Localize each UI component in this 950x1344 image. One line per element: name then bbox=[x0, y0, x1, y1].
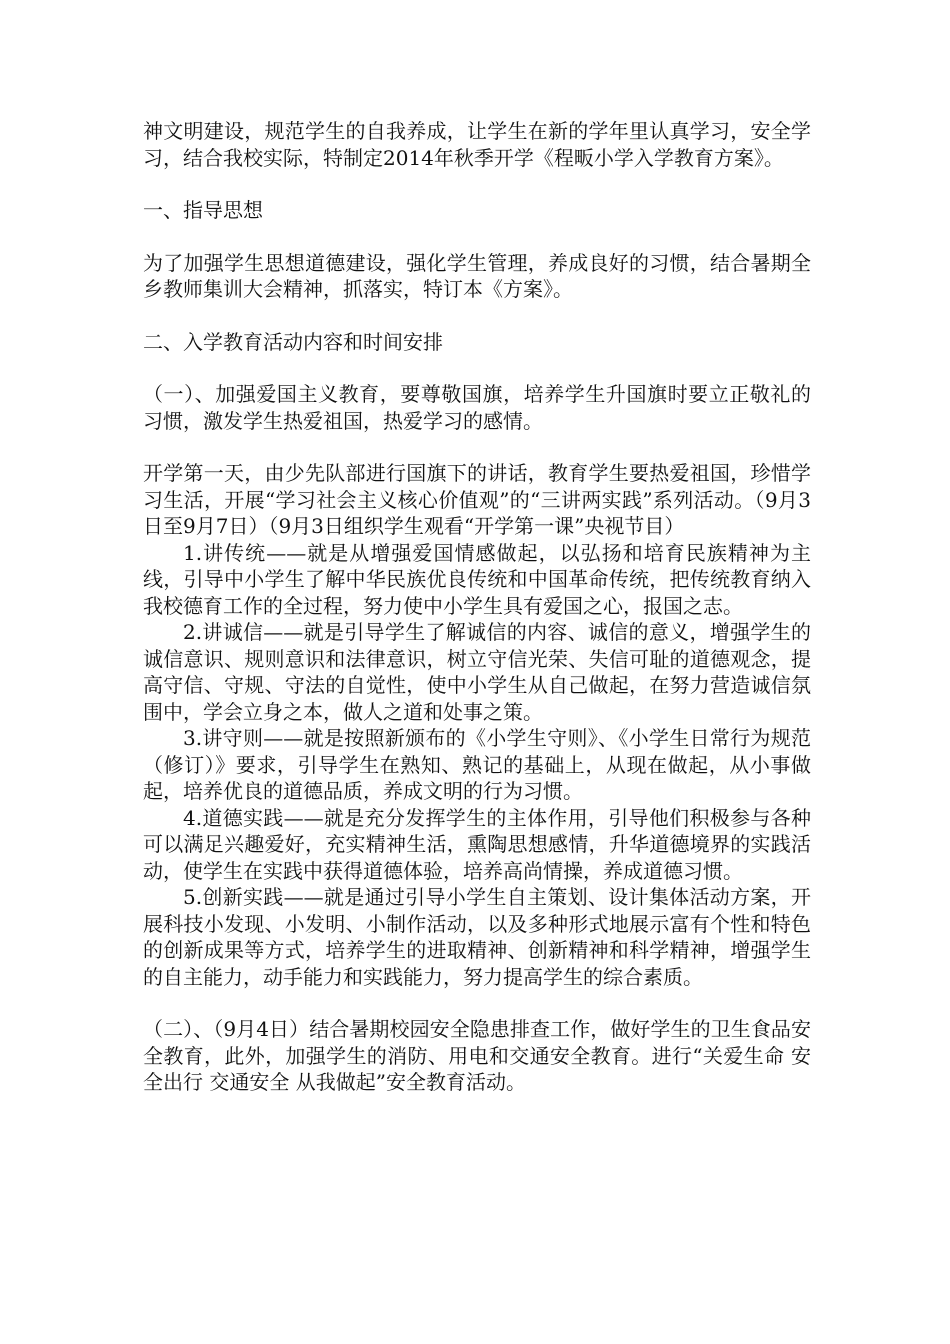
list-item-innovation-practice: 5.创新实践——就是通过引导小学生自主策划、设计集体活动方案，开展科技小发现、小发明、小制作活动，以及多种形式地展示富有个性和特色的创新成果等方式，培养学生的进取精神、创新精神和科学精神，增强学生的自主能力，动手能力和实践能力，努力提高学生的综合素质。 bbox=[143, 885, 811, 989]
list-item-moral-practice: 4.道德实践——就是充分发挥学生的主体作用，引导他们积极参与各种可以满足兴趣爱好，充实精神生活，熏陶思想感情，升华道德境界的实践活动，使学生在实践中获得道德体验，培养高尚情操，养成道德习惯。 bbox=[143, 805, 811, 883]
list-item-tradition: 1.讲传统——就是从增强爱国情感做起，以弘扬和培育民族精神为主线，引导中小学生了解中华民族优良传统和中国革命传统，把传统教育纳入我校德育工作的全过程，努力使中小学生具有爱国之心，报国之志。 bbox=[143, 540, 811, 618]
guiding-ideology-paragraph: 为了加强学生思想道德建设，强化学生管理，养成良好的习惯，结合暑期全乡教师集训大会精神，抓落实，特订本《方案》。 bbox=[143, 250, 811, 301]
part-one-intro-paragraph: 开学第一天，由少先队部进行国旗下的讲话，教育学生要热爱祖国，珍惜学习生活，开展“学习社会主义核心价值观”的“三讲两实践”系列活动。（9月3日至9月7日）（9月3日组织学生观看“开学第一课”央视节目） bbox=[143, 461, 811, 538]
list-item-integrity: 2.讲诚信——就是引导学生了解诚信的内容、诚信的意义，增强学生的诚信意识、规则意识和法律意识，树立守信光荣、失信可耻的道德观念，提高守信、守规、守法的自觉性，使中小学生从自己做起，在努力营造诚信氛围中，学会立身之本，做人之道和处事之策。 bbox=[143, 620, 811, 724]
section-heading-guiding-ideology: 一、指导思想 bbox=[143, 198, 263, 222]
list-item-rules: 3.讲守则——就是按照新颁布的《小学生守则》、《小学生日常行为规范（修订）》要求，引导学生在熟知、熟记的基础上，从现在做起，从小事做起，培养优良的道德品质，养成文明的行为习惯。 bbox=[143, 726, 811, 803]
document-page bbox=[143, 118, 811, 1096]
intro-paragraph: 神文明建设，规范学生的自我养成，让学生在新的学年里认真学习，安全学习，结合我校实际，特制定2014年秋季开学《程畈小学入学教育方案》。 bbox=[143, 119, 811, 170]
part-one-heading-paragraph: （一）、加强爱国主义教育，要尊敬国旗，培养学生升国旗时要立正敬礼的习惯，激发学生热爱祖国，热爱学习的感情。 bbox=[143, 382, 811, 433]
part-two-paragraph: （二）、（9月4日）结合暑期校园安全隐患排查工作，做好学生的卫生食品安全教育，此外，加强学生的消防、用电和交通安全教育。进行“关爱生命 安全出行 交通安全 从我做起”安全教育活动。 bbox=[143, 1017, 811, 1094]
section-heading-activities: 二、入学教育活动内容和时间安排 bbox=[143, 329, 443, 354]
